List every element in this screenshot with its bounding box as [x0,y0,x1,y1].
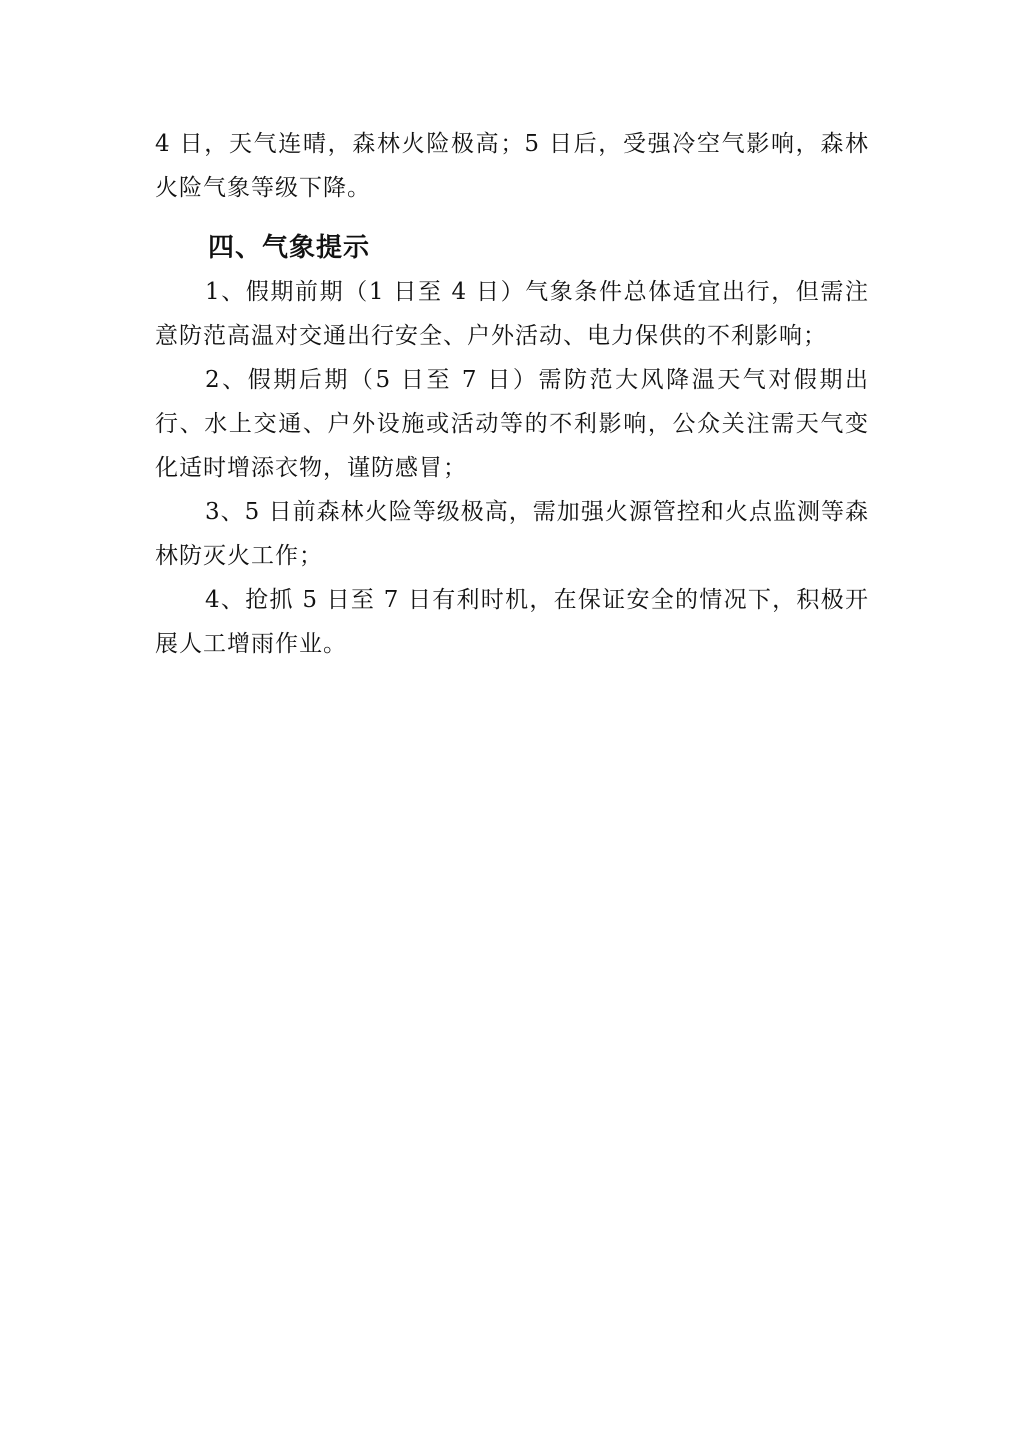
tip-item-4: 4、抢抓 5 日至 7 日有利时机，在保证安全的情况下，积极开展人工增雨作业。 [155,587,869,657]
tip-item-2: 2、假期后期（5 日至 7 日）需防范大风降温天气对假期出行、水上交通、户外设施或活动等的不利影响，公众关注需天气变化适时增添衣物，谨防感冒； [155,367,869,481]
section-heading-weather-tips: 四、气象提示 [208,233,371,263]
document-body [155,122,869,666]
tip-item-3: 3、5 日前森林火险等级极高，需加强火源管控和火点监测等森林防灭火工作； [155,499,869,569]
opening-paragraph: 4 日，天气连晴，森林火险极高；5 日后，受强冷空气影响，森林火险气象等级下降。 [155,131,869,201]
tip-item-1: 1、假期前期（1 日至 4 日）气象条件总体适宜出行，但需注意防范高温对交通出行安全、户外活动、电力保供的不利影响； [155,279,869,349]
